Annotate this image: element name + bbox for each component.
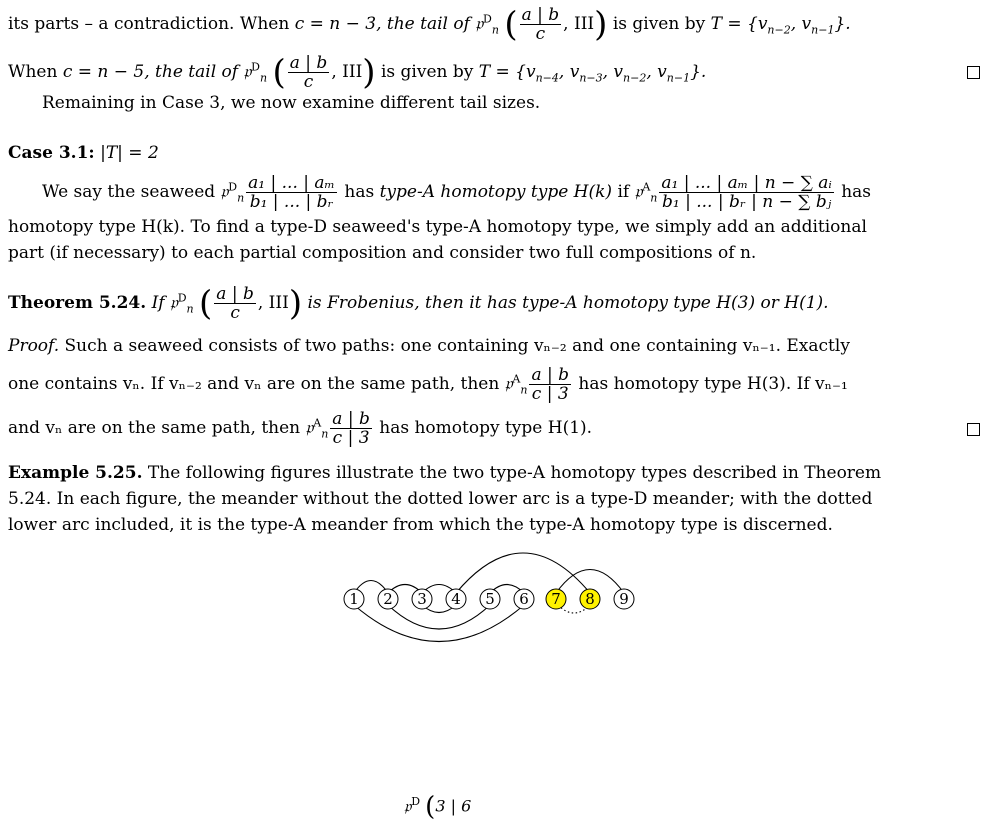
paragraph-line-3: Remaining in Case 3, we now examine different tail sizes. (42, 93, 541, 113)
upper-arc-4-8 (456, 553, 590, 593)
meander-vertex-label: 6 (519, 590, 529, 608)
meander-vertex-label: 1 (349, 590, 359, 608)
paragraph-line-1: its parts – a contradiction. When c = n − 3, the tail of 𝔭$^D_n$ ( $\frac{a | b}{c}$ , III) is given by $T = \{v_{n-2}$, $v_{n-1}$}. (8, 4, 851, 45)
proof-line-1: Proof. Such a seaweed consists of two paths: one containing vₙ₋₂ and one containing vₙ₋₁. Exactly (8, 336, 850, 356)
meander-vertex-label: 8 (585, 590, 595, 608)
lower-arc-1-6 (354, 605, 524, 642)
fraction: $\frac{a | b}{c}$ (521, 5, 560, 44)
seaweed-definition-line-1: We say the seaweed 𝔭$^D_n$ $\frac{\text{a₁ | ... | aₘ}}{\text{b₁ | ... | bᵣ}}$ has type-A homotopy type H(k) if 𝔭$^A_n$ $\frac{\text{a₁ | ... | aₘ | n − ∑ aᵢ}}{\text{b₁ | ... | bᵣ | n − ∑ bⱼ}}$ has (42, 173, 872, 212)
example-line-1: Example 5.25. The following figures illustrate the two type-A homotopy types described in Theorem (8, 463, 882, 483)
proof-line-2: one contains vₙ. If vₙ₋₂ and vₙ are on the same path, then 𝔭$^A_n$ $\frac{a | b}{c | 3}$ has homotopy type H(3). If vₙ₋₁ (8, 365, 848, 404)
meander-vertex-label: 2 (383, 590, 393, 608)
example-line-2: 5.24. In each figure, the meander without the dotted lower arc is a type-D meander; with the dotted (8, 489, 873, 509)
qed-symbol (967, 423, 980, 436)
meander-vertex-label: 9 (619, 590, 629, 608)
meander-vertex-label: 4 (451, 590, 461, 608)
seaweed-definition-line-2: homotopy type H(k). To find a type-D seaweed's type-A homotopy type, we simply add an additional (8, 217, 867, 237)
proof-line-3: and vₙ are on the same path, then 𝔭$^A_n$ $\frac{a | b}{c | 3}$ has homotopy type H(1). (8, 409, 593, 448)
seaweed-definition-line-3: part (if necessary) to each partial composition and consider two full compositions of n. (8, 243, 757, 263)
case-heading: Case 3.1: |T| = 2 (8, 143, 159, 163)
meander-diagram (320, 518, 680, 658)
example-line-3: lower arc included, it is the type-A meander from which the type-A homotopy type is discerned. (8, 515, 833, 535)
meander-vertex-label: 7 (551, 590, 561, 608)
meander-vertex-label: 5 (485, 590, 495, 608)
theorem-statement: Theorem 5.24. If 𝔭$^D_n$ ( $\frac{a | b}{c}$ , III) is Frobenius, then it has type-A homotopy type H(3) or H(1). (8, 283, 829, 324)
paragraph-line-2: When c = n − 5, the tail of 𝔭$^D_n$ ( $\frac{a | b}{c}$ , III) is given by $T = \{v_{n-4}$, $v_{n-3}$, $v_{n-2}$, $v_{n-1}$}. (8, 52, 707, 93)
qed-symbol (967, 66, 980, 79)
lower-arc-2-5 (388, 605, 490, 629)
cut-off-equation: 𝔭$^D$ (3 | 6 (404, 791, 472, 822)
meander-vertex-label: 3 (417, 590, 427, 608)
